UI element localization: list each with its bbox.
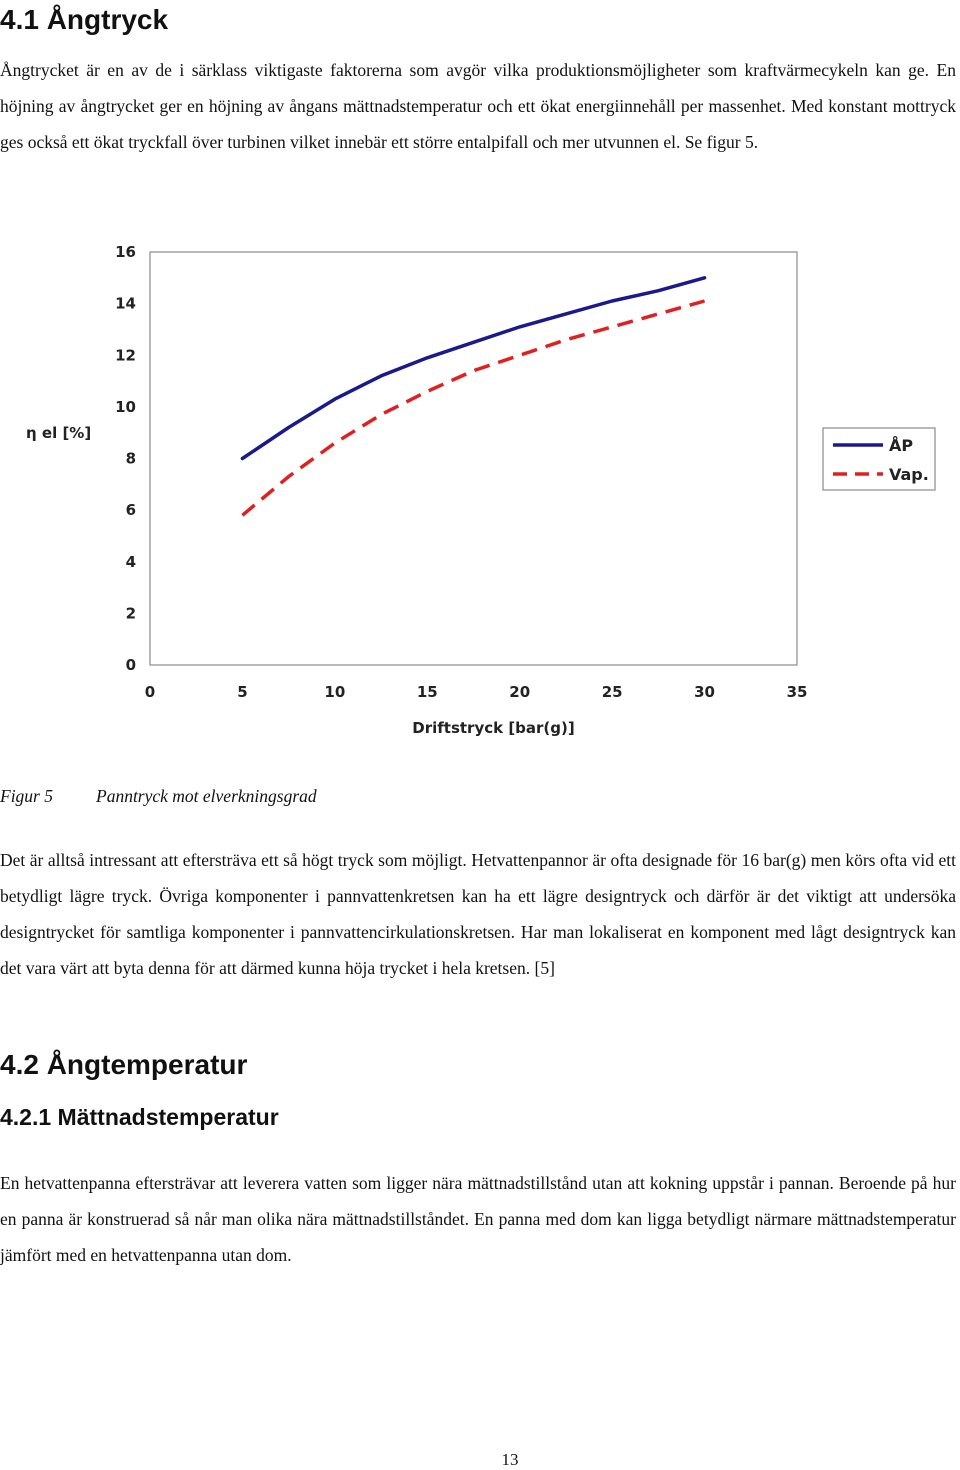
- y-tick-label: 6: [125, 501, 136, 520]
- y-tick-label: 0: [125, 656, 136, 674]
- efficiency-chart: [18, 222, 958, 752]
- section-heading-4-1: 4.1 Ångtryck: [0, 4, 169, 35]
- x-tick-label: 5: [237, 683, 248, 701]
- page-number: 13: [501, 1450, 519, 1469]
- y-tick-label: 12: [115, 346, 136, 365]
- y-axis-label: η el [%]: [26, 424, 92, 442]
- y-tick-label: 10: [115, 397, 136, 416]
- y-tick-label: 14: [115, 294, 136, 313]
- paragraph-saturation: En hetvattenpanna eftersträvar att leverera vatten som ligger nära mättnadstillstånd utan att kokning uppstår i pannan. Beroende på hur en panna är konstruerad så når man olika nära mättnadstillståndet. En panna med dom kan ligga betydligt närmare mättnadstemperatur jämfört med en hetvattenpanna utan dom.: [0, 1173, 956, 1265]
- x-tick-label: 35: [786, 683, 808, 701]
- y-tick-label: 16: [115, 243, 136, 261]
- paragraph-pressure: Det är alltså intressant att eftersträva ett så högt tryck som möjligt. Hetvattenpannor är ofta designade för 16 bar(g) men körs ofta vid ett betydligt lägre tryck. Övriga komponenter i pannvattenkretsen kan ha ett lägre designtryck och därför är det viktigt att undersöka designtrycket för samtliga komponenter i pannvattencirkulationskretsen. Har man lokaliserat en komponent med lågt designtryck kan det vara värt att byta denna för att därmed kunna höja trycket i hela kretsen. [5]: [0, 850, 956, 978]
- figure-number: Figur 5: [0, 786, 53, 806]
- x-axis-label: Driftstryck [bar(g)]: [412, 719, 575, 737]
- x-tick-label: 0: [144, 683, 156, 701]
- x-tick-label: 25: [601, 683, 623, 701]
- plot-area: [150, 252, 797, 665]
- section-heading-4-2-1: 4.2.1 Mättnadstemperatur: [0, 1104, 279, 1130]
- y-tick-label: 4: [125, 552, 136, 571]
- section-heading-4-2: 4.2 Ångtemperatur: [0, 1049, 248, 1080]
- x-tick-label: 10: [324, 683, 346, 701]
- y-tick-label: 2: [125, 604, 136, 623]
- legend-label: ÅP: [889, 436, 914, 455]
- figure-caption-text: Panntryck mot elverkningsgrad: [96, 786, 317, 806]
- paragraph-intro: Ångtrycket är en av de i särklass viktigaste faktorerna som avgör vilka produktionsmöjligheter som kraftvärmecykeln kan ge. En höjning av ångtrycket ger en höjning av ångans mättnadstemperatur och ett ökat energiinnehåll per massenhet. Med konstant mottryck ges också ett ökat tryckfall över turbinen vilket innebär ett större entalpifall och mer utvunnen el. Se figur 5.: [0, 60, 956, 152]
- x-tick-label: 20: [509, 683, 531, 701]
- x-tick-label: 15: [416, 683, 438, 701]
- x-tick-label: 30: [694, 683, 716, 701]
- legend-label: Vap.: [889, 465, 929, 484]
- y-tick-label: 8: [125, 449, 136, 468]
- figure-caption: [0, 786, 317, 807]
